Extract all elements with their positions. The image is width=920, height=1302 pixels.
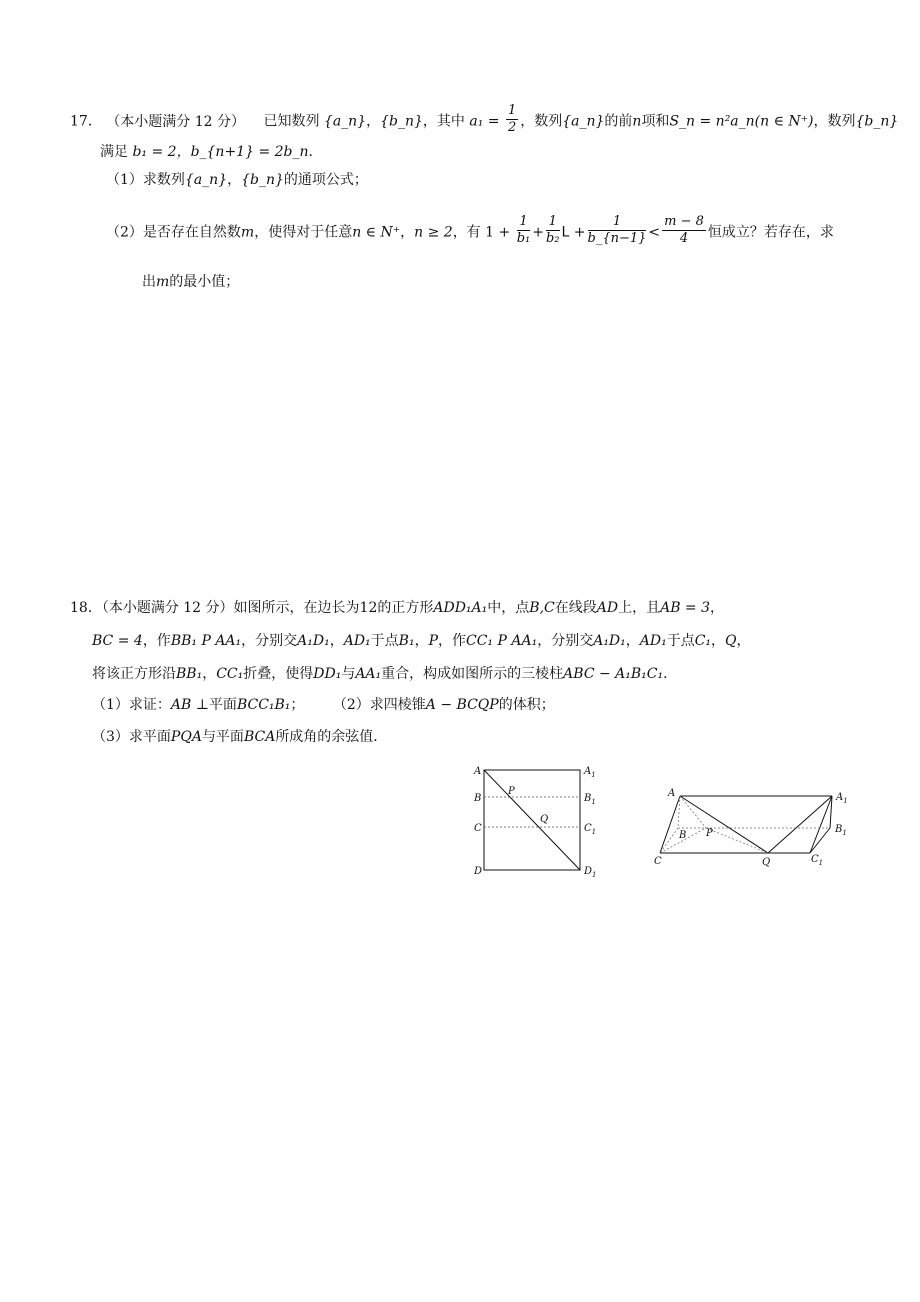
label-C: C (654, 856, 662, 867)
q17-line1 (70, 105, 898, 138)
frac-num: m − 8 (664, 214, 704, 229)
label-C1 (584, 823, 596, 836)
label-A: A (668, 788, 676, 799)
q17-text: 是否存在自然数 (142, 224, 241, 241)
edge-b1-c1 (810, 828, 830, 853)
q18-text: ，作 (142, 633, 171, 649)
q18-var: CC₁ (216, 666, 244, 682)
q18-text: ， (711, 633, 726, 649)
q18-score: （本小题满分 12 分） (101, 600, 234, 616)
label-C1 (811, 854, 823, 867)
label-A1 (583, 766, 596, 779)
label-sub: 1 (592, 871, 597, 879)
q18-var: BC = 4 (92, 633, 143, 649)
label-C1-main: C (584, 823, 592, 834)
q18-number: 18． (70, 600, 102, 616)
q18-parts-1-2 (92, 695, 555, 715)
q18-text: 与 (341, 666, 356, 682)
q17-text: 的通项公式； (283, 172, 368, 188)
figure-square (468, 760, 608, 880)
q18-text: 求四棱锥 (369, 697, 426, 713)
q17-b-cond: b₁ = 2，b_{n+1} = 2b_n (132, 144, 309, 160)
q18-line2 (92, 631, 751, 651)
frac-num: 1 (517, 214, 531, 231)
figure-prism (648, 782, 858, 872)
frac-den: b₁ (516, 231, 531, 246)
q18-text: 的正方形 (377, 600, 434, 616)
q17-frac-4 (662, 214, 706, 247)
q17-text: ，有 (452, 224, 481, 241)
frac-den: 2 (507, 120, 517, 135)
q17-seq-a: {a_n} (562, 113, 605, 130)
part-label: （2） (332, 697, 370, 713)
segment-a-q (680, 796, 768, 853)
q17-n: n (632, 113, 642, 130)
q18-var: BCC₁B₁ (236, 697, 291, 713)
label-B: B (474, 793, 482, 804)
q18-var: AD₁ (343, 633, 371, 649)
q18-var: AD (596, 600, 619, 616)
label-D1-main: D (584, 866, 593, 877)
q18-line3 (92, 664, 677, 684)
hidden-p-q (706, 828, 768, 853)
q17-text: 恒成立？若存在，求 (707, 224, 834, 241)
q18-text: ， (202, 666, 217, 682)
diagonal-ad1 (484, 770, 580, 870)
label-sub: 1 (591, 771, 596, 779)
q18-text: ， (625, 633, 640, 649)
q18-text: ， (329, 633, 344, 649)
q18-text: ， (414, 633, 429, 649)
q17-text: 满足 (100, 144, 128, 160)
q17-score: （本小题满分 12 分） (106, 113, 245, 130)
q17-number: 17． (70, 113, 102, 130)
frac-num: 1 (588, 214, 647, 231)
label-B1-main: B (835, 824, 843, 835)
q18-var: C₁ (694, 633, 712, 649)
q17-seq-b: {b_n} (380, 113, 423, 130)
q17-sum: 1 + (485, 224, 511, 241)
q18-var: B,C (529, 600, 555, 616)
q18-var: AA₁ (355, 666, 382, 682)
q18-text: ，作 (438, 633, 466, 649)
q17-text: 的前 (604, 113, 633, 130)
q17-text: ，其中 (422, 113, 465, 130)
q17-a1-frac (506, 103, 518, 136)
q18-text: ， (710, 600, 725, 616)
q18-text: 的体积； (498, 697, 555, 713)
label-Q: Q (762, 857, 771, 868)
label-A1 (835, 792, 848, 805)
q17-seq-a: {a_n} (323, 113, 367, 130)
label-Q: Q (540, 814, 549, 825)
q18-text: 如图所示，在边长为 (233, 600, 360, 616)
q18-part-3 (92, 727, 387, 747)
label-D1 (583, 866, 597, 879)
label-A1-main: A (836, 792, 844, 803)
q18-var: PQA (170, 729, 202, 745)
label-P: P (508, 786, 515, 797)
label-A: A (474, 766, 482, 777)
frac-den: 4 (679, 231, 689, 246)
q17-sep: ， (227, 172, 242, 188)
q17-line2 (100, 142, 323, 162)
q18-line1 (70, 598, 724, 618)
label-D: D (474, 866, 483, 877)
q18-var: P (428, 633, 438, 649)
q18-var: CC₁ P AA₁ (466, 633, 538, 649)
q18-text: 所成角的余弦值． (275, 729, 388, 745)
q17-sep: ， (366, 113, 381, 130)
q17-frac-1 (517, 214, 531, 247)
q18-var: A − BCQP (425, 697, 499, 713)
q17-text: 的最小值； (169, 274, 240, 290)
q17-plus: + (532, 224, 544, 241)
q17-part2 (106, 216, 834, 249)
q17-n-cond: n ∈ N⁺ (352, 224, 401, 241)
q18-text: ，分别交 (537, 633, 594, 649)
edge-a-c (660, 796, 680, 853)
frac-den: b_{n−1} (587, 231, 647, 246)
q17-ellipsis: L (561, 224, 570, 241)
q17-text: ，使得对于任意 (254, 224, 353, 241)
q18-var: AB ⊥ (170, 697, 209, 713)
q17-sn: S_n = n²a_n(n ∈ N⁺) (669, 113, 814, 130)
q18-text: 平面 (208, 697, 237, 713)
q17-text: 项和 (641, 113, 670, 130)
q18-text: 将该正方形沿 (92, 666, 176, 682)
q17-seq-a: {a_n} (184, 172, 228, 188)
q17-n-ge: n ≥ 2 (414, 224, 453, 241)
label-B1 (583, 793, 596, 806)
part-label: （3） (92, 729, 129, 745)
label-P: P (706, 828, 713, 839)
q18-var: BB₁ (176, 666, 203, 682)
q17-text: 求数列 (142, 172, 185, 188)
part-label: （2） (106, 224, 143, 241)
q18-text: 上，且 (618, 600, 661, 616)
q17-seq-b: {b_n} (241, 172, 284, 188)
q18-text: ； (290, 697, 305, 713)
label-sub: 1 (843, 797, 848, 805)
edge-a1-c1 (810, 796, 832, 853)
q18-var: AB = 3 (660, 600, 711, 616)
q18-var: Q (725, 633, 737, 649)
q17-part2-line2 (142, 272, 239, 292)
q17-plus: + (573, 224, 586, 241)
q18-var: A₁D₁ (297, 633, 330, 649)
q17-text: ，数列 (813, 113, 856, 130)
part-label: （1） (106, 172, 143, 188)
q18-var: ABC − A₁B₁C₁ (563, 666, 664, 682)
q18-text: 于点 (666, 633, 695, 649)
q18-text: 与平面 (201, 729, 244, 745)
q18-text: 中，点 (487, 600, 530, 616)
q17-a1: a₁ = (469, 113, 500, 130)
q18-var: B₁ (398, 633, 415, 649)
label-B1 (834, 824, 847, 837)
q18-var: BCA (243, 729, 276, 745)
q18-text: 在线段 (554, 600, 597, 616)
frac-num: 1 (546, 214, 560, 231)
q18-square: ADD₁A₁ (433, 600, 488, 616)
q17-text: 已知数列 (263, 113, 320, 130)
hidden-a-p (680, 796, 706, 828)
q18-var: DD₁ (313, 666, 342, 682)
label-sub: 1 (591, 828, 597, 836)
q18-text: 求平面 (128, 729, 171, 745)
label-sub: 1 (842, 829, 847, 837)
frac-num: 1 (507, 103, 517, 118)
q17-text: ，数列 (520, 113, 563, 130)
q18-var: BB₁ P AA₁ (170, 633, 242, 649)
part-label: （1） (92, 697, 129, 713)
q18-var: AD₁ (639, 633, 667, 649)
label-A1-main: A (584, 766, 592, 777)
q18-text: 于点 (370, 633, 399, 649)
q17-part1 (106, 170, 368, 190)
q18-text: 重合，构成如图所示的三棱柱 (381, 666, 564, 682)
label-sub: 1 (591, 798, 596, 806)
label-sub: 1 (818, 859, 824, 867)
q18-text: 折叠，使得 (243, 666, 314, 682)
q17-text: 出 (142, 274, 156, 290)
q17-seq-b: {b_n} (855, 113, 899, 130)
q18-text: ，分别交 (241, 633, 298, 649)
q17-m: m (240, 224, 255, 241)
q17-less: < (648, 224, 661, 241)
label-B: B (679, 830, 687, 841)
label-C1-main: C (811, 854, 819, 865)
segment-q-a1 (768, 796, 832, 853)
q17-m: m (156, 274, 170, 290)
frac-den: b₂ (545, 231, 560, 246)
q18-num: 12 (359, 600, 378, 616)
q18-var: A₁D₁ (593, 633, 626, 649)
label-B1-main: B (584, 793, 592, 804)
q18-text: ． (663, 666, 678, 682)
q18-text: 求证： (128, 697, 171, 713)
q18-text: ， (736, 633, 751, 649)
hidden-b-c (660, 828, 678, 853)
q17-frac-3 (588, 214, 647, 247)
q17-text: ． (308, 144, 323, 160)
q17-frac-2 (546, 214, 560, 247)
q17-text: ， (400, 224, 415, 241)
label-C: C (474, 823, 482, 834)
